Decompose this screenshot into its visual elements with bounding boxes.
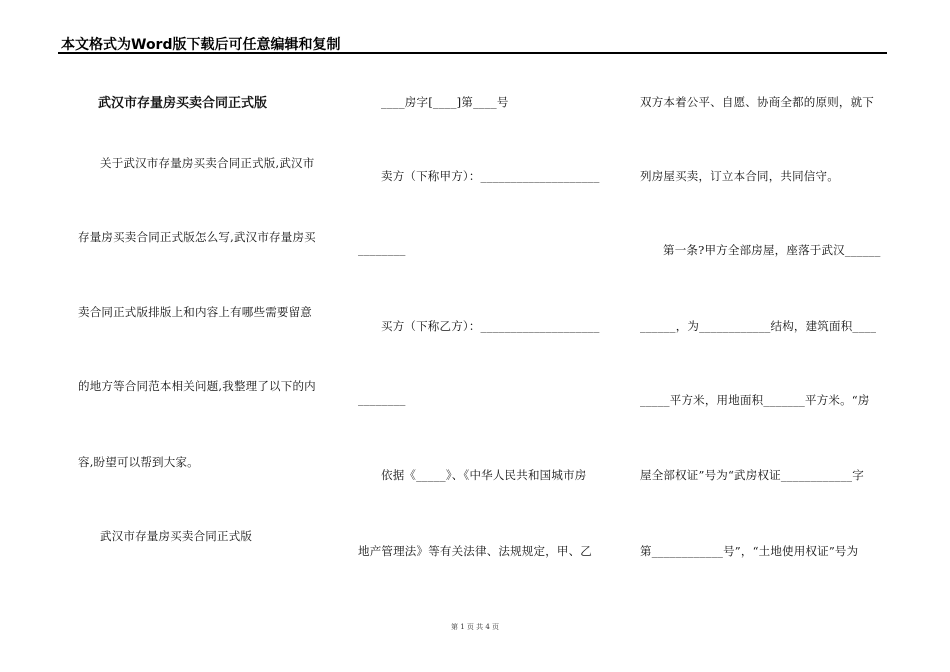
middle-line-1: ____房字[____]第____号: [381, 95, 509, 109]
page-number: 第 1 页 共 4 页: [450, 623, 500, 631]
right-line-3: 第一条?甲方全部房屋，座落于武汉______: [663, 243, 881, 257]
right-line-4: ______，为____________结构，建筑面积____: [640, 319, 877, 333]
middle-line-5: ________: [358, 392, 406, 406]
header-title: 本文格式为Word版下载后可任意编辑和复制: [61, 37, 341, 53]
middle-line-2: 卖方（下称甲方）：____________________: [381, 169, 600, 183]
right-line-1: 双方本着公平、自愿、协商全都的原则，就下: [640, 95, 874, 109]
middle-line-4: 买方（下称乙方）：____________________: [381, 319, 600, 333]
right-line-7: 第____________号”，“土地使用权证”号为: [640, 544, 859, 558]
right-line-2: 列房屋买卖，订立本合同，共同信守。: [640, 169, 839, 183]
right-line-6: 屋全部权证”号为“武房权证____________字: [640, 468, 864, 482]
middle-line-6: 依据《_____》、《中华人民共和国城市房: [381, 468, 587, 482]
left-line-1: 关于武汉市存量房买卖合同正式版,武汉市: [100, 156, 315, 170]
header-divider: [58, 52, 887, 54]
middle-line-3: ________: [358, 242, 406, 256]
document-title: 武汉市存量房买卖合同正式版: [98, 96, 268, 111]
left-line-2: 存量房买卖合同正式版怎么写,武汉市存量房买: [78, 230, 316, 244]
left-line-3: 卖合同正式版排版上和内容上有哪些需要留意: [78, 305, 312, 319]
right-line-5: _____平方米，用地面积_______平方米。“房: [640, 393, 870, 407]
left-line-5: 容,盼望可以帮到大家。: [78, 455, 199, 469]
left-line-6: 武汉市存量房买卖合同正式版: [100, 529, 253, 543]
middle-line-7: 地产管理法》等有关法律、法规规定，甲、乙: [358, 544, 592, 558]
left-line-4: 的地方等合同范本相关问题,我整理了以下的内: [78, 379, 316, 393]
